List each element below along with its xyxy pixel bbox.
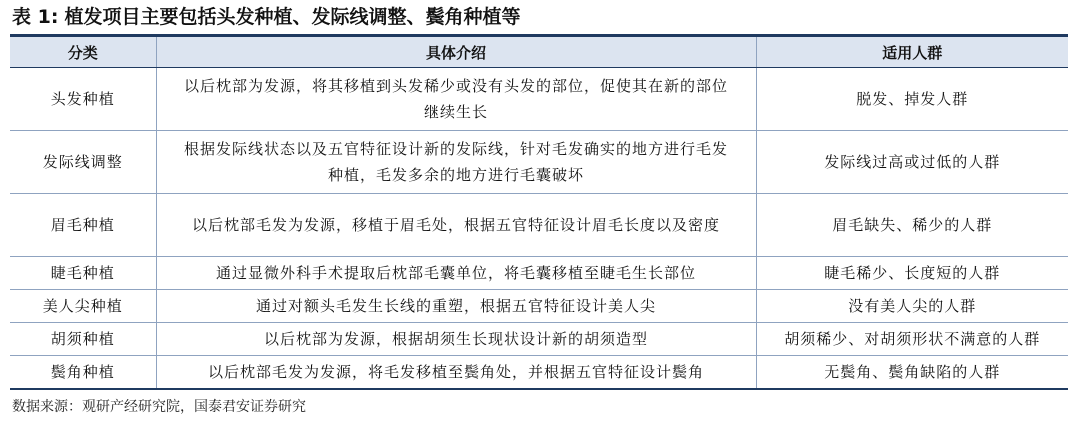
header-audience: 适用人群 (756, 36, 1068, 68)
cell-audience: 眉毛缺失、稀少的人群 (756, 194, 1068, 257)
cell-audience: 睫毛稀少、长度短的人群 (756, 257, 1068, 290)
table-title (10, 0, 1068, 34)
cell-category: 美人尖种植 (10, 290, 156, 323)
cell-description: 以后枕部毛发为发源，将毛发移植至鬓角处，并根据五官特征设计鬓角 (156, 356, 756, 390)
cell-audience: 发际线过高或过低的人群 (756, 131, 1068, 194)
cell-category: 发际线调整 (10, 131, 156, 194)
cell-audience: 胡须稀少、对胡须形状不满意的人群 (756, 323, 1068, 356)
cell-category: 胡须种植 (10, 323, 156, 356)
cell-category: 鬓角种植 (10, 356, 156, 390)
cell-audience: 脱发、掉发人群 (856, 90, 969, 108)
table-row (10, 131, 1068, 194)
cell-description: 通过显微外科手术提取后枕部毛囊单位，将毛囊移植至睫毛生长部位 (156, 257, 756, 290)
cell-description: 根据发际线状态以及五官特征设计新的发际线，针对毛发确实的地方进行毛发种植，毛发多余的地方进行毛囊破坏 (156, 131, 756, 194)
table-row (10, 257, 1068, 290)
table-row (10, 194, 1068, 257)
header-description: 具体介绍 (156, 36, 756, 68)
cell-audience: 没有美人尖的人群 (756, 290, 1068, 323)
table-row (10, 323, 1068, 356)
cell-category: 眉毛种植 (10, 194, 156, 257)
cell-audience: 无鬓角、鬓角缺陷的人群 (756, 356, 1068, 390)
hair-transplant-table (10, 34, 1068, 390)
cell-description: 通过对额头毛发生长线的重塑，根据五官特征设计美人尖 (156, 290, 756, 323)
cell-description: 以后枕部毛发为发源，移植于眉毛处，根据五官特征设计眉毛长度以及密度 (156, 194, 756, 257)
table-row (10, 290, 1068, 323)
report-table-figure (10, 0, 1068, 416)
cell-description: 以后枕部为发源，根据胡须生长现状设计新的胡须造型 (156, 323, 756, 356)
table-caption: 植发项目主要包括头发种植、发际线调整、鬓角种植等 (64, 6, 521, 28)
table-header-row (10, 36, 1068, 68)
table-row (10, 68, 1068, 131)
table-row (10, 356, 1068, 390)
data-source-note: 数据来源：观研产经研究院，国泰君安证券研究 (12, 399, 306, 415)
header-category: 分类 (10, 36, 156, 68)
cell-category: 头发种植 (50, 90, 115, 108)
cell-description: 以后枕部为发源，将其移植到头发稀少或没有头发的部位，促使其在新的部位继续生长 (156, 68, 756, 131)
cell-category: 睫毛种植 (10, 257, 156, 290)
table-number: 表 1: (12, 6, 59, 28)
